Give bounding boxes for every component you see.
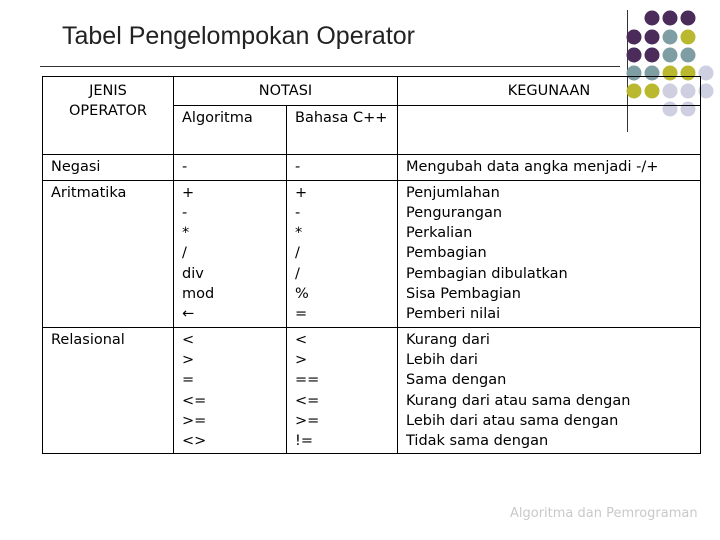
cell-line: == xyxy=(295,372,320,389)
cell-algoritma xyxy=(174,180,287,327)
cell-line: Sisa Pembagian xyxy=(406,286,521,303)
decorative-dot xyxy=(663,11,678,26)
cell-line: <= xyxy=(295,392,320,409)
cell-algoritma xyxy=(174,155,287,180)
cell-bahasa xyxy=(287,327,398,454)
cell-line: < xyxy=(295,331,308,348)
cell-line: Pengurangan xyxy=(406,204,503,221)
table-row xyxy=(43,327,701,454)
cell-line: - xyxy=(182,159,188,176)
decorative-dot xyxy=(663,30,678,45)
cell-line: - xyxy=(295,159,301,176)
cell-line: Pembagian xyxy=(406,245,487,262)
cell-line: mod xyxy=(182,286,215,303)
cell-line: <= xyxy=(182,392,207,409)
cell-line: >= xyxy=(182,412,207,429)
cell-line: > xyxy=(182,351,195,368)
cell-line: Pembagian dibulatkan xyxy=(406,265,568,282)
cell-line: + xyxy=(295,184,308,201)
cell-line: < xyxy=(182,331,195,348)
header-empty-cell xyxy=(398,106,701,155)
cell-line: Penjumlahan xyxy=(406,184,500,201)
slide-footer: Algoritma dan Pemrograman xyxy=(510,506,698,521)
cell-kegunaan xyxy=(398,327,701,454)
decorative-dot xyxy=(627,48,642,63)
cell-line: Mengubah data angka menjadi -/+ xyxy=(406,159,659,176)
cell-kegunaan xyxy=(398,155,701,180)
cell-line: % xyxy=(295,286,309,303)
decorative-dot xyxy=(663,48,678,63)
decorative-dot xyxy=(645,11,660,26)
cell-bahasa xyxy=(287,155,398,180)
cell-line: > xyxy=(295,351,308,368)
cell-line: Kurang dari atau sama dengan xyxy=(406,392,631,409)
decorative-dot xyxy=(645,30,660,45)
operator-table xyxy=(42,76,701,454)
cell-line: Tidak sama dengan xyxy=(406,433,549,450)
table-row xyxy=(43,180,701,327)
header-jenis-operator: JENIS OPERATOR xyxy=(43,77,174,155)
cell-line: = xyxy=(295,306,308,323)
cell-line: / xyxy=(295,245,300,262)
decorative-dot xyxy=(681,30,696,45)
cell-algoritma xyxy=(174,327,287,454)
cell-kegunaan xyxy=(398,180,701,327)
header-algoritma: Algoritma xyxy=(174,106,287,155)
cell-line: * xyxy=(182,225,190,242)
table-body xyxy=(43,155,701,454)
cell-line: >= xyxy=(295,412,320,429)
cell-line: != xyxy=(295,433,313,450)
cell-line: ← xyxy=(182,306,195,323)
header-notasi: NOTASI xyxy=(174,77,398,106)
decorative-dot xyxy=(681,11,696,26)
cell-line: Sama dengan xyxy=(406,372,507,389)
header-kegunaan: KEGUNAAN xyxy=(398,77,701,106)
cell-jenis: Negasi xyxy=(43,155,174,180)
cell-line: + xyxy=(182,184,195,201)
cell-bahasa xyxy=(287,180,398,327)
cell-line: Perkalian xyxy=(406,225,473,242)
header-bahasa-cpp: Bahasa C++ xyxy=(287,106,398,155)
cell-line: <> xyxy=(182,433,207,450)
cell-line: div xyxy=(182,265,204,282)
cell-line: - xyxy=(295,204,301,221)
cell-line: Kurang dari xyxy=(406,331,490,348)
title-underline xyxy=(40,66,620,67)
cell-line: Pemberi nilai xyxy=(406,306,501,323)
table-row xyxy=(43,155,701,180)
slide-title: Tabel Pengelompokan Operator xyxy=(62,22,416,50)
header-row-1 xyxy=(43,77,701,106)
cell-jenis: Relasional xyxy=(43,327,174,454)
cell-jenis: Aritmatika xyxy=(43,180,174,327)
cell-line: = xyxy=(182,372,195,389)
cell-line: - xyxy=(182,204,188,221)
decorative-dot xyxy=(681,48,696,63)
cell-line: / xyxy=(182,245,187,262)
decorative-dot xyxy=(627,30,642,45)
cell-line: / xyxy=(295,265,300,282)
cell-line: Lebih dari atau sama dengan xyxy=(406,412,619,429)
cell-line: * xyxy=(295,225,303,242)
decorative-dot xyxy=(645,48,660,63)
cell-line: Lebih dari xyxy=(406,351,478,368)
